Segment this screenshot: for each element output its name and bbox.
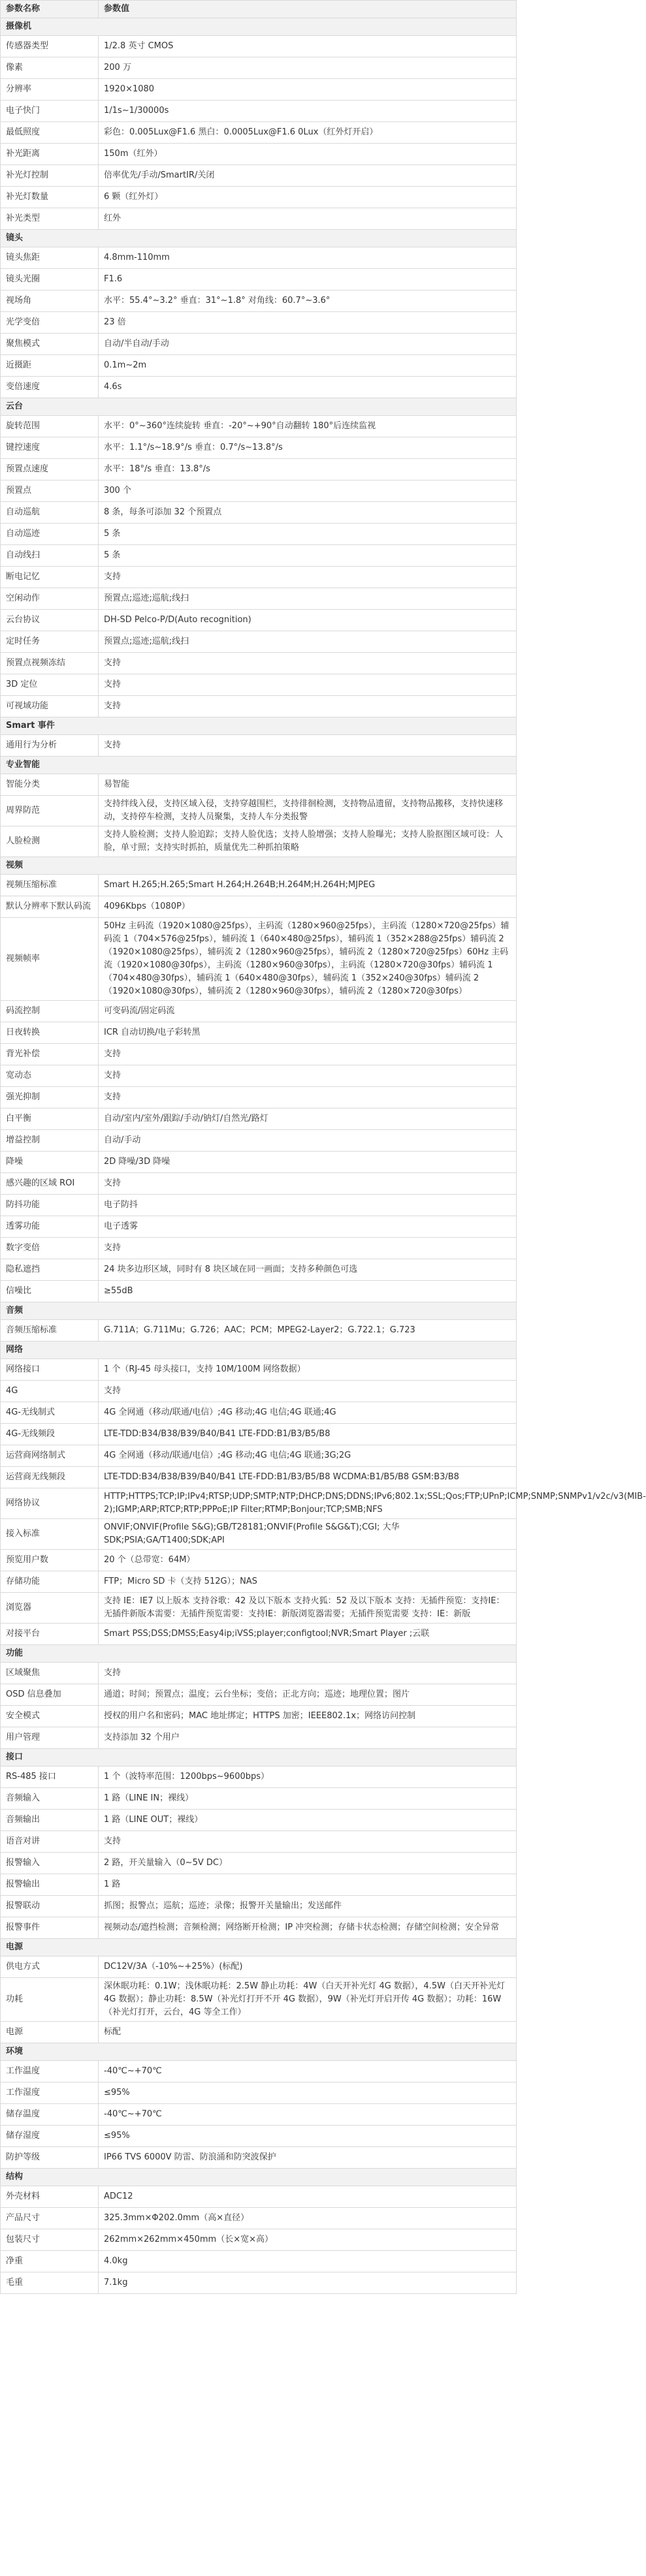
param-name: 工作温度	[1, 2061, 99, 2082]
param-value: 262mm×262mm×450mm（长×宽×高）	[99, 2229, 517, 2251]
table-row	[1, 1445, 517, 1467]
param-value: 支持 IE：IE7 以上版本 支持谷歌：42 及以下版本 支持火狐：52 及以下版本 支持：无插件预览：支持IE：无插件新版本需要：无插件预览需要：支持IE：新版浏览器需要；无插件预览需要 支持：IE：新版	[99, 1593, 517, 1624]
table-row	[1, 1173, 517, 1195]
table-row	[1, 588, 517, 610]
param-value: 水平：0°~360°连续旋转 垂直：-20°~+90°自动翻转 180°后连续监视	[99, 416, 517, 437]
param-name: 接入标准	[1, 1519, 99, 1550]
param-value: 6 颗（红外灯）	[99, 187, 517, 208]
header-param-name: 参数名称	[1, 1, 99, 18]
table-row	[1, 101, 517, 122]
param-name: 像素	[1, 57, 99, 79]
param-value: 通道；时间；预置点；温度；云台坐标；变倍；正北方向；巡迹；地理位置；图片	[99, 1684, 517, 1706]
param-value: 红外	[99, 208, 517, 230]
param-name: 预置点视频冻结	[1, 653, 99, 674]
param-value: IP66 TVS 6000V 防雷、防浪涌和防突波保护	[99, 2147, 517, 2169]
table-row	[1, 545, 517, 567]
param-name: 码流控制	[1, 1001, 99, 1022]
param-name: 镜头光圈	[1, 269, 99, 291]
param-name: 电子快门	[1, 101, 99, 122]
table-row	[1, 1519, 517, 1550]
param-value: 50Hz 主码流（1920×1080@25fps），主码流（1280×960@25fps），主码流（1280×720@25fps）辅码流 1（704×576@25fps），辅码流 1（640×480@25fps），辅码流 1（352×288@25fps）辅码流 2（1920×1080@25fps），辅码流 2（1280×960@25fps），辅码流 2（1280×720@25fps）60Hz 主码流（1920×1080@30fps），主码流（1280×960@30fps），主码流（1280×720@30fps）辅码流 1（704×480@30fps），辅码流 1（640×480@30fps），辅码流 1（352×240@30fps）辅码流 2（1920×1080@30fps），辅码流 2（1280×960@30fps），辅码流 2（1280×720@30fps）	[99, 918, 517, 1001]
param-name: 储存湿度	[1, 2126, 99, 2147]
table-row	[1, 735, 517, 757]
table-row	[1, 1402, 517, 1424]
table-row	[1, 269, 517, 291]
table-row	[1, 122, 517, 144]
table-row	[1, 2229, 517, 2251]
header-param-value: 参数值	[99, 1, 517, 18]
section-row	[1, 1749, 517, 1767]
param-value: 支持	[99, 1044, 517, 1065]
param-value: DC12V/3A（-10%~+25%）(标配)	[99, 1956, 517, 1978]
param-value: 4.6s	[99, 377, 517, 398]
param-value: 20 个（总带宽：64M）	[99, 1550, 517, 1571]
table-row	[1, 79, 517, 101]
param-name: 功耗	[1, 1978, 99, 2022]
table-row	[1, 1108, 517, 1130]
table-row	[1, 2022, 517, 2043]
param-name: 补光灯控制	[1, 165, 99, 187]
param-value: 支持	[99, 674, 517, 696]
param-name: 存储功能	[1, 1571, 99, 1593]
section-row	[1, 857, 517, 875]
table-row	[1, 144, 517, 165]
table-row	[1, 2147, 517, 2169]
param-name: 报警联动	[1, 1896, 99, 1917]
param-name: 包装尺寸	[1, 2229, 99, 2251]
param-value: 支持	[99, 1381, 517, 1402]
param-value: 4096Kbps（1080P）	[99, 896, 517, 918]
table-row	[1, 291, 517, 312]
table-row	[1, 480, 517, 502]
table-row	[1, 1195, 517, 1216]
table-row	[1, 1087, 517, 1108]
param-name: 键控速度	[1, 437, 99, 459]
param-value: 支持添加 32 个用户	[99, 1727, 517, 1749]
section-title: 专业智能	[1, 757, 517, 774]
param-value: 标配	[99, 2022, 517, 2043]
table-row	[1, 2186, 517, 2208]
param-name: 数字变倍	[1, 1238, 99, 1259]
param-name: 预置点速度	[1, 459, 99, 480]
table-row	[1, 1238, 517, 1259]
param-value: 支持绊线入侵，支持区域入侵，支持穿越围栏，支持徘徊检测，支持物品遗留，支持物品搬移，支持快速移动，支持停车检测，支持人员聚集，支持人车分类报警	[99, 796, 517, 826]
section-title: 视频	[1, 857, 517, 875]
table-row	[1, 2126, 517, 2147]
param-name: RS-485 接口	[1, 1767, 99, 1788]
param-name: 防抖功能	[1, 1195, 99, 1216]
param-value: 5 条	[99, 545, 517, 567]
param-value: 可变码流/固定码流	[99, 1001, 517, 1022]
table-row	[1, 1381, 517, 1402]
table-row	[1, 1624, 517, 1645]
section-title: Smart 事件	[1, 717, 517, 735]
param-value: ICR 自动切换/电子彩转黑	[99, 1022, 517, 1044]
table-row	[1, 1831, 517, 1853]
param-value: 电子透雾	[99, 1216, 517, 1238]
param-value: 预置点;巡迹;巡航;线扫	[99, 588, 517, 610]
table-row	[1, 674, 517, 696]
table-header-row	[1, 1, 517, 18]
param-value: 2 路，开关量输入（0~5V DC）	[99, 1853, 517, 1874]
section-title: 镜头	[1, 230, 517, 247]
table-row	[1, 1853, 517, 1874]
param-value: 4G 全网通（移动/联通/电信）;4G 移动;4G 电信;4G 联通;4G	[99, 1402, 517, 1424]
table-row	[1, 1727, 517, 1749]
table-row	[1, 459, 517, 480]
section-row	[1, 1302, 517, 1320]
table-row	[1, 1788, 517, 1810]
param-value: Smart H.265;H.265;Smart H.264;H.264B;H.264M;H.264H;MJPEG	[99, 875, 517, 896]
section-title: 接口	[1, 1749, 517, 1767]
param-name: 信噪比	[1, 1281, 99, 1302]
section-row	[1, 1645, 517, 1663]
table-row	[1, 247, 517, 269]
param-value: 支持	[99, 653, 517, 674]
table-row	[1, 896, 517, 918]
param-name: 聚焦模式	[1, 334, 99, 355]
section-title: 结构	[1, 2169, 517, 2186]
param-value: F1.6	[99, 269, 517, 291]
param-name: 日夜转换	[1, 1022, 99, 1044]
param-value: 支持	[99, 567, 517, 588]
param-name: 4G-无线频段	[1, 1424, 99, 1445]
param-name: 定时任务	[1, 631, 99, 653]
param-name: 空闲动作	[1, 588, 99, 610]
table-row	[1, 1810, 517, 1831]
param-value: 支持	[99, 1238, 517, 1259]
param-name: 净重	[1, 2251, 99, 2272]
table-row	[1, 1044, 517, 1065]
param-value: 2D 降噪/3D 降噪	[99, 1152, 517, 1173]
param-value: 支持人脸检测；支持人脸追踪；支持人脸优选；支持人脸增强；支持人脸曝光；支持人脸抠图区域可设：人脸，单寸照；支持实时抓拍，质量优先二种抓拍策略	[99, 826, 517, 857]
table-row	[1, 2104, 517, 2126]
param-value: 300 个	[99, 480, 517, 502]
param-name: 补光灯数量	[1, 187, 99, 208]
param-value: ≤95%	[99, 2082, 517, 2104]
param-value: 水平：55.4°~3.2° 垂直：31°~1.8° 对角线：60.7°~3.6°	[99, 291, 517, 312]
table-row	[1, 377, 517, 398]
section-title: 音频	[1, 1302, 517, 1320]
section-title: 电源	[1, 1939, 517, 1956]
param-name: 感兴趣的区域 ROI	[1, 1173, 99, 1195]
param-value: 1 个（波特率范围：1200bps~9600bps）	[99, 1767, 517, 1788]
param-value: Smart PSS;DSS;DMSS;Easy4ip;iVSS;player;configtool;NVR;Smart Player ;云联	[99, 1624, 517, 1645]
param-name: 变倍速度	[1, 377, 99, 398]
param-name: 智能分类	[1, 774, 99, 796]
param-name: 安全模式	[1, 1706, 99, 1727]
param-name: 浏览器	[1, 1593, 99, 1624]
section-row	[1, 757, 517, 774]
param-name: 音频输出	[1, 1810, 99, 1831]
param-name: 毛重	[1, 2272, 99, 2294]
section-row	[1, 230, 517, 247]
param-name: 3D 定位	[1, 674, 99, 696]
param-value: 5 条	[99, 524, 517, 545]
param-name: 自动巡航	[1, 502, 99, 524]
param-name: 增益控制	[1, 1130, 99, 1152]
param-value: 抓图；报警点；巡航；巡迹；录像；报警开关量输出；发送邮件	[99, 1896, 517, 1917]
param-value: LTE-TDD:B34/B38/B39/B40/B41 LTE-FDD:B1/B3/B5/B8	[99, 1424, 517, 1445]
param-value: 1920×1080	[99, 79, 517, 101]
param-value: FTP；Micro SD 卡（支持 512G）；NAS	[99, 1571, 517, 1593]
table-row	[1, 1216, 517, 1238]
table-row	[1, 2208, 517, 2229]
table-row	[1, 1001, 517, 1022]
table-row	[1, 524, 517, 545]
table-row	[1, 165, 517, 187]
table-row	[1, 1281, 517, 1302]
table-row	[1, 57, 517, 79]
param-value: 325.3mm×Φ202.0mm（高×直径）	[99, 2208, 517, 2229]
param-value: 0.1m~2m	[99, 355, 517, 377]
param-name: 宽动态	[1, 1065, 99, 1087]
param-name: 分辨率	[1, 79, 99, 101]
param-name: 近摄距	[1, 355, 99, 377]
param-name: 传感器类型	[1, 36, 99, 57]
param-value: 深休眠功耗：0.1W；浅休眠功耗：2.5W 静止功耗：4W（白天开补光灯 4G 数据），4.5W（白天开补光灯 4G 数据）；静止功耗：8.5W（补光灯打开不开 4G 数据），9W（补光灯开启开传 4G 数据）；功耗：16W（补光灯打开，云台，4G 等全工作）	[99, 1978, 517, 2022]
param-value: 4.8mm-110mm	[99, 247, 517, 269]
param-name: 预置点	[1, 480, 99, 502]
param-value: 1 路（LINE OUT；裸线）	[99, 1810, 517, 1831]
param-value: 200 万	[99, 57, 517, 79]
section-row	[1, 1939, 517, 1956]
param-value: ONVIF;ONVIF(Profile S&G);GB/T28181;ONVIF(Profile S&G&T);CGI; 大华 SDK;PSIA;GA/T1400;SDK;API	[99, 1519, 517, 1550]
table-row	[1, 875, 517, 896]
param-value: 支持	[99, 1087, 517, 1108]
table-row	[1, 1259, 517, 1281]
table-row	[1, 437, 517, 459]
param-name: 最低照度	[1, 122, 99, 144]
param-value: 23 倍	[99, 312, 517, 334]
param-value: 支持	[99, 1831, 517, 1853]
table-row	[1, 1152, 517, 1173]
table-row	[1, 334, 517, 355]
param-value: 水平：18°/s 垂直：13.8°/s	[99, 459, 517, 480]
param-value: 8 条，每条可添加 32 个预置点	[99, 502, 517, 524]
param-value: 24 块多边形区域，同时有 8 块区域在同一画面；支持多种颜色可选	[99, 1259, 517, 1281]
param-name: 4G	[1, 1381, 99, 1402]
param-name: 通用行为分析	[1, 735, 99, 757]
table-row	[1, 1424, 517, 1445]
param-name: 网络接口	[1, 1359, 99, 1381]
param-name: 产品尺寸	[1, 2208, 99, 2229]
param-value: 授权的用户名和密码；MAC 地址绑定；HTTPS 加密；IEEE802.1x；网络访问控制	[99, 1706, 517, 1727]
param-value: 4G 全网通（移动/联通/电信）;4G 移动;4G 电信;4G 联通;3G;2G	[99, 1445, 517, 1467]
table-row	[1, 1896, 517, 1917]
table-row	[1, 631, 517, 653]
param-name: 白平衡	[1, 1108, 99, 1130]
section-title: 网络	[1, 1342, 517, 1359]
section-title: 云台	[1, 398, 517, 416]
param-name: 可视域功能	[1, 696, 99, 717]
table-row	[1, 1917, 517, 1939]
param-name: 防护等级	[1, 2147, 99, 2169]
param-value: HTTP;HTTPS;TCP;IP;IPv4;RTSP;UDP;SMTP;NTP;DHCP;DNS;DDNS;IPv6;802.1x;SSL;Qos;FTP;UPnP;ICMP;SNMP;SNMPv1/v2c/v3(MIB-2);IGMP;ARP;RTCP;RTP;PPPoE;IP Filter;RTMP;Bonjour;TCP;SMB;NFS	[99, 1488, 517, 1519]
table-row	[1, 36, 517, 57]
param-name: 补光距离	[1, 144, 99, 165]
table-row	[1, 1593, 517, 1624]
param-value: 支持	[99, 696, 517, 717]
section-title: 环境	[1, 2043, 517, 2061]
table-row	[1, 416, 517, 437]
section-row	[1, 2169, 517, 2186]
table-row	[1, 1320, 517, 1342]
param-value: 倍率优先/手动/SmartIR/关闭	[99, 165, 517, 187]
table-row	[1, 1684, 517, 1706]
param-name: 光学变倍	[1, 312, 99, 334]
param-name: 视场角	[1, 291, 99, 312]
param-name: 供电方式	[1, 1956, 99, 1978]
table-row	[1, 1978, 517, 2022]
param-name: OSD 信息叠加	[1, 1684, 99, 1706]
table-row	[1, 355, 517, 377]
param-name: 断电记忆	[1, 567, 99, 588]
param-name: 人脸检测	[1, 826, 99, 857]
param-value: ADC12	[99, 2186, 517, 2208]
param-value: 支持	[99, 1065, 517, 1087]
param-name: 视频帧率	[1, 918, 99, 1001]
table-row	[1, 774, 517, 796]
table-row	[1, 208, 517, 230]
param-name: 旋转范围	[1, 416, 99, 437]
param-value: -40℃~+70℃	[99, 2104, 517, 2126]
param-value: 水平：1.1°/s~18.9°/s 垂直：0.7°/s~13.8°/s	[99, 437, 517, 459]
param-name: 电源	[1, 2022, 99, 2043]
table-row	[1, 2251, 517, 2272]
param-value: 自动/室内/室外/跟踪/手动/钠灯/自然光/路灯	[99, 1108, 517, 1130]
param-name: 储存温度	[1, 2104, 99, 2126]
table-row	[1, 187, 517, 208]
param-value: 1 路（LINE IN；裸线）	[99, 1788, 517, 1810]
param-name: 外壳材料	[1, 2186, 99, 2208]
table-row	[1, 1571, 517, 1593]
table-row	[1, 1956, 517, 1978]
param-value: 彩色：0.005Lux@F1.6 黑白：0.0005Lux@F1.6 0Lux（红外灯开启）	[99, 122, 517, 144]
table-row	[1, 918, 517, 1001]
table-row	[1, 312, 517, 334]
spec-table-body	[1, 18, 646, 2294]
param-value: 自动/手动	[99, 1130, 517, 1152]
table-row	[1, 1130, 517, 1152]
param-value: 150m（红外）	[99, 144, 517, 165]
param-name: 用户管理	[1, 1727, 99, 1749]
table-row	[1, 826, 517, 857]
param-value: 易智能	[99, 774, 517, 796]
table-row	[1, 2061, 517, 2082]
param-name: 网络协议	[1, 1488, 99, 1519]
param-value: 支持	[99, 735, 517, 757]
param-name: 对接平台	[1, 1624, 99, 1645]
param-name: 默认分辨率下默认码流	[1, 896, 99, 918]
table-row	[1, 2082, 517, 2104]
param-value: 7.1kg	[99, 2272, 517, 2294]
table-row	[1, 653, 517, 674]
table-row	[1, 1767, 517, 1788]
param-value: DH-SD Pelco-P/D(Auto recognition)	[99, 610, 517, 631]
section-title: 摄像机	[1, 18, 517, 36]
table-row	[1, 502, 517, 524]
table-row	[1, 696, 517, 717]
param-name: 自动巡迹	[1, 524, 99, 545]
section-row	[1, 18, 517, 36]
param-value: 4.0kg	[99, 2251, 517, 2272]
param-name: 背光补偿	[1, 1044, 99, 1065]
table-row	[1, 1488, 517, 1519]
param-value: 1 个（RJ-45 母头接口，支持 10M/100M 网络数据）	[99, 1359, 517, 1381]
param-name: 音频输入	[1, 1788, 99, 1810]
section-row	[1, 717, 517, 735]
param-value: LTE-TDD:B34/B38/B39/B40/B41 LTE-FDD:B1/B3/B5/B8 WCDMA:B1/B5/B8 GSM:B3/B8	[99, 1467, 517, 1488]
param-value: 视频动态/遮挡检测；音频检测；网络断开检测；IP 冲突检测；存储卡状态检测；存储空间检测；安全异常	[99, 1917, 517, 1939]
param-value: 电子防抖	[99, 1195, 517, 1216]
param-name: 镜头焦距	[1, 247, 99, 269]
param-name: 周界防范	[1, 796, 99, 826]
param-value: 1/1s~1/30000s	[99, 101, 517, 122]
param-name: 语音对讲	[1, 1831, 99, 1853]
param-value: ≥55dB	[99, 1281, 517, 1302]
table-row	[1, 567, 517, 588]
param-value: G.711A；G.711Mu；G.726；AAC；PCM；MPEG2-Layer2；G.722.1；G.723	[99, 1320, 517, 1342]
param-value: 预置点;巡迹;巡航;线扫	[99, 631, 517, 653]
param-name: 强光抑制	[1, 1087, 99, 1108]
table-row	[1, 1550, 517, 1571]
param-value: -40℃~+70℃	[99, 2061, 517, 2082]
param-name: 4G-无线制式	[1, 1402, 99, 1424]
param-value: 支持	[99, 1173, 517, 1195]
param-name: 运营商无线频段	[1, 1467, 99, 1488]
table-row	[1, 1874, 517, 1896]
table-row	[1, 610, 517, 631]
param-name: 报警输入	[1, 1853, 99, 1874]
table-row	[1, 1467, 517, 1488]
table-row	[1, 1663, 517, 1684]
param-name: 报警事件	[1, 1917, 99, 1939]
table-row	[1, 1359, 517, 1381]
section-title: 功能	[1, 1645, 517, 1663]
param-name: 降噪	[1, 1152, 99, 1173]
param-name: 音频压缩标准	[1, 1320, 99, 1342]
section-row	[1, 398, 517, 416]
param-value: 支持	[99, 1663, 517, 1684]
table-row	[1, 796, 517, 826]
param-name: 报警输出	[1, 1874, 99, 1896]
param-name: 透雾功能	[1, 1216, 99, 1238]
param-value: 自动/半自动/手动	[99, 334, 517, 355]
param-name: 自动线扫	[1, 545, 99, 567]
table-row	[1, 1065, 517, 1087]
param-name: 隐私遮挡	[1, 1259, 99, 1281]
table-row	[1, 1706, 517, 1727]
param-value: 1 路	[99, 1874, 517, 1896]
param-name: 云台协议	[1, 610, 99, 631]
param-value: 1/2.8 英寸 CMOS	[99, 36, 517, 57]
section-row	[1, 2043, 517, 2061]
param-name: 区域聚焦	[1, 1663, 99, 1684]
param-name: 工作湿度	[1, 2082, 99, 2104]
param-name: 预览用户数	[1, 1550, 99, 1571]
param-name: 视频压缩标准	[1, 875, 99, 896]
param-value: ≤95%	[99, 2126, 517, 2147]
param-name: 运营商网络制式	[1, 1445, 99, 1467]
table-row	[1, 2272, 517, 2294]
table-row	[1, 1022, 517, 1044]
param-name: 补光类型	[1, 208, 99, 230]
section-row	[1, 1342, 517, 1359]
